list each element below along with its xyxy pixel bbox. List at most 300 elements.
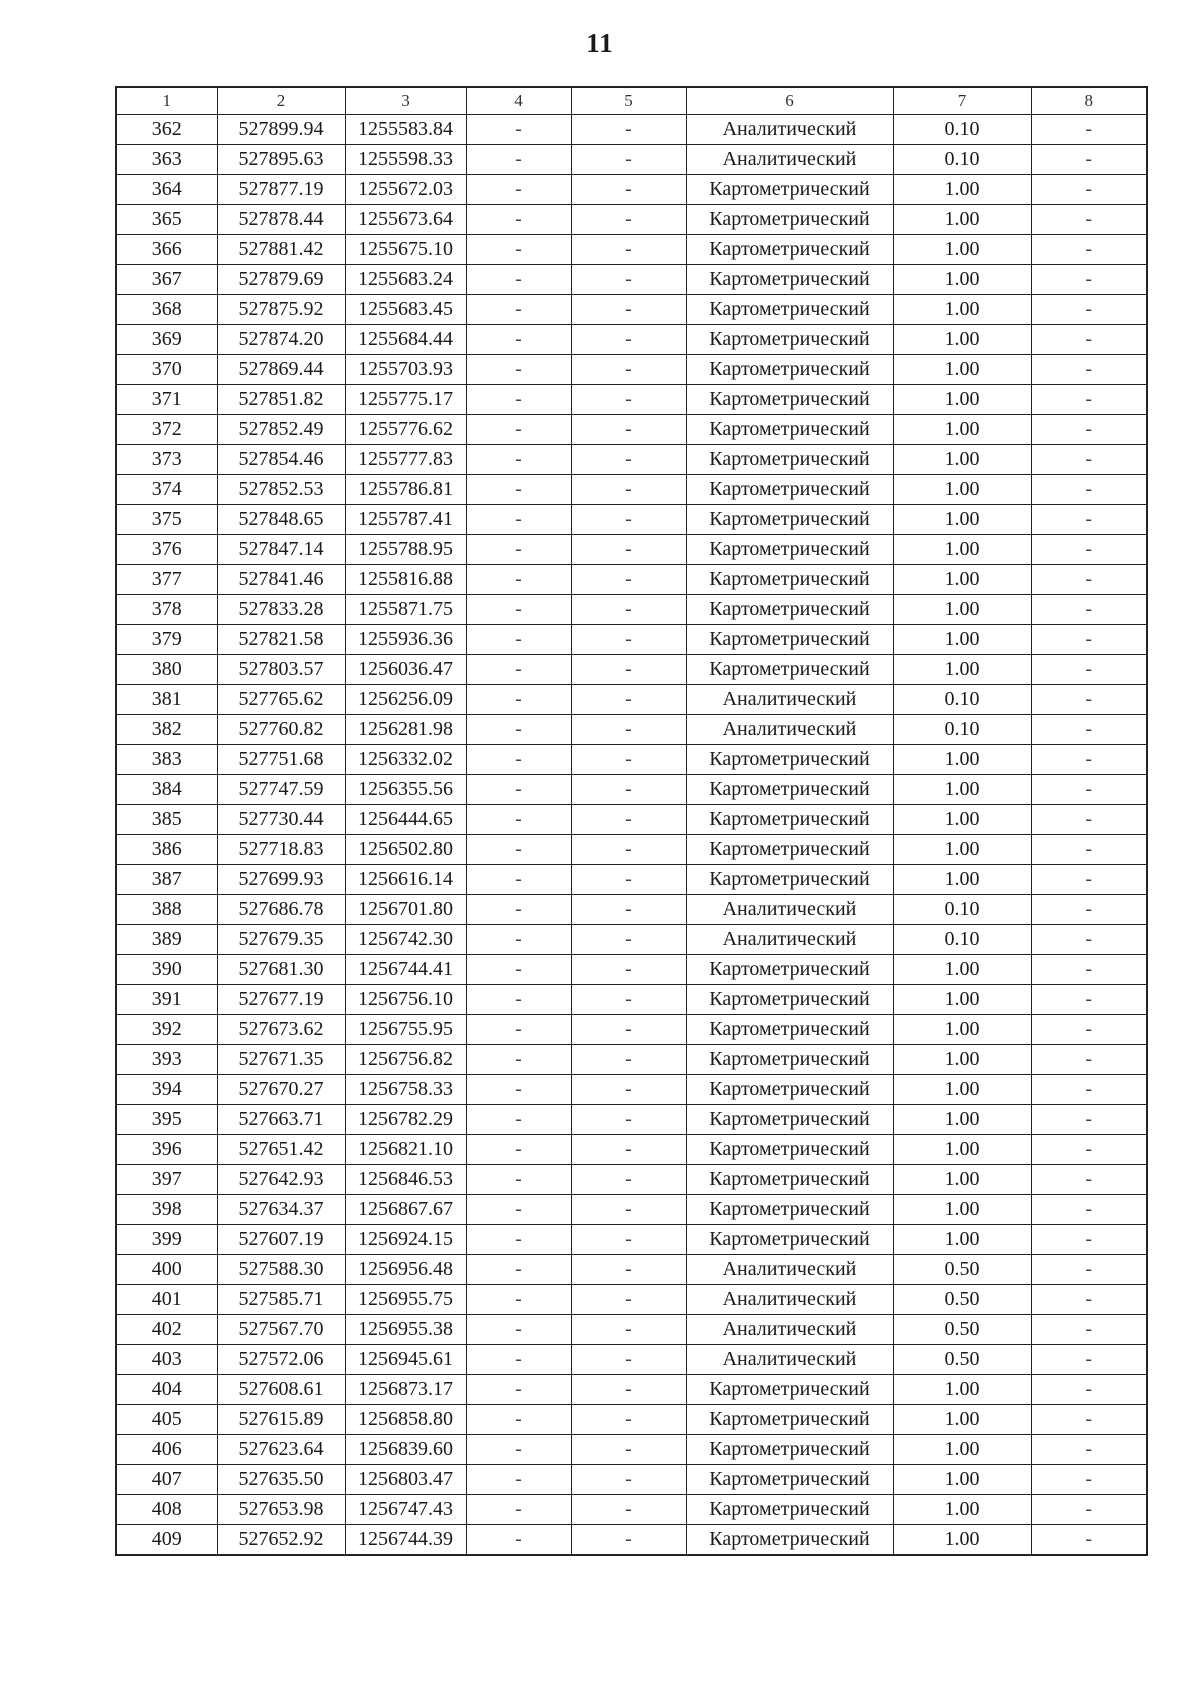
col8-cell: - [1031, 1225, 1147, 1255]
col8-cell: - [1031, 655, 1147, 685]
col5-cell: - [571, 475, 686, 505]
point-number-cell: 390 [116, 955, 217, 985]
y-coordinate-cell: 1255583.84 [345, 115, 466, 145]
method-cell: Картометрический [686, 1165, 893, 1195]
accuracy-cell: 1.00 [893, 265, 1031, 295]
accuracy-cell: 1.00 [893, 1165, 1031, 1195]
accuracy-cell: 1.00 [893, 1015, 1031, 1045]
table-row [116, 235, 1147, 265]
table-row [116, 835, 1147, 865]
table-row [116, 115, 1147, 145]
col4-cell: - [466, 145, 571, 175]
col5-cell: - [571, 835, 686, 865]
col8-cell: - [1031, 445, 1147, 475]
table-row [116, 475, 1147, 505]
col8-cell: - [1031, 1075, 1147, 1105]
table-row [116, 1135, 1147, 1165]
point-number-cell: 409 [116, 1525, 217, 1556]
col5-cell: - [571, 865, 686, 895]
x-coordinate-cell: 527567.70 [217, 1315, 345, 1345]
col5-cell: - [571, 1015, 686, 1045]
col4-cell: - [466, 505, 571, 535]
col5-cell: - [571, 715, 686, 745]
method-cell: Картометрический [686, 1135, 893, 1165]
accuracy-cell: 1.00 [893, 475, 1031, 505]
point-number-cell: 373 [116, 445, 217, 475]
point-number-cell: 381 [116, 685, 217, 715]
x-coordinate-cell: 527730.44 [217, 805, 345, 835]
col4-cell: - [466, 565, 571, 595]
y-coordinate-cell: 1255787.41 [345, 505, 466, 535]
point-number-cell: 400 [116, 1255, 217, 1285]
table-row [116, 655, 1147, 685]
x-coordinate-cell: 527673.62 [217, 1015, 345, 1045]
x-coordinate-cell: 527854.46 [217, 445, 345, 475]
table-row [116, 1465, 1147, 1495]
col4-cell: - [466, 1345, 571, 1375]
x-coordinate-cell: 527875.92 [217, 295, 345, 325]
accuracy-cell: 0.50 [893, 1285, 1031, 1315]
col4-cell: - [466, 535, 571, 565]
method-cell: Картометрический [686, 625, 893, 655]
y-coordinate-cell: 1256846.53 [345, 1165, 466, 1195]
column-header: 4 [466, 87, 571, 115]
method-cell: Картометрический [686, 205, 893, 235]
col4-cell: - [466, 985, 571, 1015]
x-coordinate-cell: 527572.06 [217, 1345, 345, 1375]
x-coordinate-cell: 527751.68 [217, 745, 345, 775]
point-number-cell: 376 [116, 535, 217, 565]
col4-cell: - [466, 235, 571, 265]
col5-cell: - [571, 685, 686, 715]
table-row [116, 1285, 1147, 1315]
col8-cell: - [1031, 985, 1147, 1015]
accuracy-cell: 1.00 [893, 1045, 1031, 1075]
col5-cell: - [571, 595, 686, 625]
col5-cell: - [571, 1195, 686, 1225]
accuracy-cell: 0.10 [893, 145, 1031, 175]
table-row [116, 1315, 1147, 1345]
point-number-cell: 387 [116, 865, 217, 895]
x-coordinate-cell: 527653.98 [217, 1495, 345, 1525]
accuracy-cell: 1.00 [893, 955, 1031, 985]
column-header: 6 [686, 87, 893, 115]
col5-cell: - [571, 295, 686, 325]
table-row [116, 1105, 1147, 1135]
accuracy-cell: 0.10 [893, 685, 1031, 715]
col8-cell: - [1031, 415, 1147, 445]
col8-cell: - [1031, 955, 1147, 985]
method-cell: Картометрический [686, 835, 893, 865]
point-number-cell: 402 [116, 1315, 217, 1345]
table-row [116, 1345, 1147, 1375]
method-cell: Аналитический [686, 145, 893, 175]
table-row [116, 1405, 1147, 1435]
accuracy-cell: 0.50 [893, 1315, 1031, 1345]
table-row [116, 1375, 1147, 1405]
col8-cell: - [1031, 895, 1147, 925]
table-row [116, 1165, 1147, 1195]
method-cell: Картометрический [686, 1045, 893, 1075]
col4-cell: - [466, 595, 571, 625]
col8-cell: - [1031, 265, 1147, 295]
point-number-cell: 377 [116, 565, 217, 595]
col4-cell: - [466, 655, 571, 685]
method-cell: Картометрический [686, 1495, 893, 1525]
method-cell: Картометрический [686, 535, 893, 565]
accuracy-cell: 1.00 [893, 835, 1031, 865]
col8-cell: - [1031, 1525, 1147, 1556]
accuracy-cell: 1.00 [893, 1195, 1031, 1225]
table-row [116, 1495, 1147, 1525]
x-coordinate-cell: 527803.57 [217, 655, 345, 685]
x-coordinate-cell: 527877.19 [217, 175, 345, 205]
x-coordinate-cell: 527671.35 [217, 1045, 345, 1075]
point-number-cell: 404 [116, 1375, 217, 1405]
y-coordinate-cell: 1256744.41 [345, 955, 466, 985]
point-number-cell: 367 [116, 265, 217, 295]
y-coordinate-cell: 1255703.93 [345, 355, 466, 385]
method-cell: Картометрический [686, 1105, 893, 1135]
point-number-cell: 374 [116, 475, 217, 505]
table-header-row [116, 87, 1147, 115]
y-coordinate-cell: 1255673.64 [345, 205, 466, 235]
y-coordinate-cell: 1256036.47 [345, 655, 466, 685]
col8-cell: - [1031, 745, 1147, 775]
table-row [116, 1015, 1147, 1045]
col8-cell: - [1031, 1045, 1147, 1075]
col5-cell: - [571, 1495, 686, 1525]
x-coordinate-cell: 527677.19 [217, 985, 345, 1015]
table-row [116, 745, 1147, 775]
column-header: 2 [217, 87, 345, 115]
col5-cell: - [571, 385, 686, 415]
col4-cell: - [466, 1225, 571, 1255]
col8-cell: - [1031, 565, 1147, 595]
table-row [116, 985, 1147, 1015]
col8-cell: - [1031, 715, 1147, 745]
x-coordinate-cell: 527588.30 [217, 1255, 345, 1285]
col5-cell: - [571, 415, 686, 445]
col8-cell: - [1031, 1375, 1147, 1405]
accuracy-cell: 1.00 [893, 985, 1031, 1015]
method-cell: Картометрический [686, 805, 893, 835]
method-cell: Картометрический [686, 745, 893, 775]
y-coordinate-cell: 1256782.29 [345, 1105, 466, 1135]
x-coordinate-cell: 527851.82 [217, 385, 345, 415]
accuracy-cell: 0.50 [893, 1255, 1031, 1285]
y-coordinate-cell: 1255786.81 [345, 475, 466, 505]
x-coordinate-cell: 527899.94 [217, 115, 345, 145]
x-coordinate-cell: 527760.82 [217, 715, 345, 745]
col8-cell: - [1031, 475, 1147, 505]
col5-cell: - [571, 1105, 686, 1135]
col4-cell: - [466, 1405, 571, 1435]
point-number-cell: 388 [116, 895, 217, 925]
method-cell: Картометрический [686, 175, 893, 205]
x-coordinate-cell: 527623.64 [217, 1435, 345, 1465]
y-coordinate-cell: 1256955.38 [345, 1315, 466, 1345]
table-row [116, 895, 1147, 925]
y-coordinate-cell: 1256858.80 [345, 1405, 466, 1435]
col8-cell: - [1031, 175, 1147, 205]
method-cell: Картометрический [686, 565, 893, 595]
point-number-cell: 386 [116, 835, 217, 865]
col4-cell: - [466, 355, 571, 385]
table-row [116, 1225, 1147, 1255]
x-coordinate-cell: 527869.44 [217, 355, 345, 385]
col8-cell: - [1031, 1435, 1147, 1465]
col4-cell: - [466, 925, 571, 955]
x-coordinate-cell: 527585.71 [217, 1285, 345, 1315]
y-coordinate-cell: 1256701.80 [345, 895, 466, 925]
table-row [116, 1045, 1147, 1075]
point-number-cell: 379 [116, 625, 217, 655]
x-coordinate-cell: 527841.46 [217, 565, 345, 595]
accuracy-cell: 1.00 [893, 805, 1031, 835]
col8-cell: - [1031, 1495, 1147, 1525]
point-number-cell: 369 [116, 325, 217, 355]
col8-cell: - [1031, 685, 1147, 715]
method-cell: Картометрический [686, 595, 893, 625]
accuracy-cell: 1.00 [893, 1525, 1031, 1556]
col8-cell: - [1031, 325, 1147, 355]
method-cell: Картометрический [686, 655, 893, 685]
col5-cell: - [571, 1345, 686, 1375]
col4-cell: - [466, 1135, 571, 1165]
col4-cell: - [466, 1315, 571, 1345]
x-coordinate-cell: 527652.92 [217, 1525, 345, 1556]
col4-cell: - [466, 1165, 571, 1195]
col5-cell: - [571, 445, 686, 475]
method-cell: Картометрический [686, 1465, 893, 1495]
accuracy-cell: 1.00 [893, 745, 1031, 775]
col8-cell: - [1031, 835, 1147, 865]
x-coordinate-cell: 527608.61 [217, 1375, 345, 1405]
accuracy-cell: 1.00 [893, 445, 1031, 475]
col5-cell: - [571, 205, 686, 235]
col8-cell: - [1031, 1015, 1147, 1045]
method-cell: Аналитический [686, 715, 893, 745]
col5-cell: - [571, 1315, 686, 1345]
y-coordinate-cell: 1256256.09 [345, 685, 466, 715]
col4-cell: - [466, 835, 571, 865]
column-header: 7 [893, 87, 1031, 115]
x-coordinate-cell: 527747.59 [217, 775, 345, 805]
col4-cell: - [466, 385, 571, 415]
point-number-cell: 396 [116, 1135, 217, 1165]
table-row [116, 415, 1147, 445]
y-coordinate-cell: 1256755.95 [345, 1015, 466, 1045]
point-number-cell: 408 [116, 1495, 217, 1525]
col5-cell: - [571, 1405, 686, 1435]
point-number-cell: 392 [116, 1015, 217, 1045]
method-cell: Картометрический [686, 295, 893, 325]
table-row [116, 505, 1147, 535]
coordinates-table [115, 86, 1148, 1556]
x-coordinate-cell: 527848.65 [217, 505, 345, 535]
point-number-cell: 389 [116, 925, 217, 955]
y-coordinate-cell: 1256839.60 [345, 1435, 466, 1465]
point-number-cell: 370 [116, 355, 217, 385]
y-coordinate-cell: 1256355.56 [345, 775, 466, 805]
point-number-cell: 365 [116, 205, 217, 235]
y-coordinate-cell: 1255672.03 [345, 175, 466, 205]
col4-cell: - [466, 745, 571, 775]
col5-cell: - [571, 265, 686, 295]
col4-cell: - [466, 895, 571, 925]
col4-cell: - [466, 625, 571, 655]
x-coordinate-cell: 527881.42 [217, 235, 345, 265]
col4-cell: - [466, 175, 571, 205]
col5-cell: - [571, 805, 686, 835]
y-coordinate-cell: 1256756.82 [345, 1045, 466, 1075]
y-coordinate-cell: 1256502.80 [345, 835, 466, 865]
method-cell: Аналитический [686, 1255, 893, 1285]
col4-cell: - [466, 295, 571, 325]
x-coordinate-cell: 527895.63 [217, 145, 345, 175]
table-row [116, 775, 1147, 805]
col4-cell: - [466, 715, 571, 745]
point-number-cell: 372 [116, 415, 217, 445]
accuracy-cell: 0.10 [893, 115, 1031, 145]
x-coordinate-cell: 527686.78 [217, 895, 345, 925]
col4-cell: - [466, 1255, 571, 1285]
col8-cell: - [1031, 115, 1147, 145]
accuracy-cell: 1.00 [893, 865, 1031, 895]
point-number-cell: 398 [116, 1195, 217, 1225]
col8-cell: - [1031, 1195, 1147, 1225]
x-coordinate-cell: 527699.93 [217, 865, 345, 895]
col4-cell: - [466, 1375, 571, 1405]
col4-cell: - [466, 265, 571, 295]
col5-cell: - [571, 985, 686, 1015]
col8-cell: - [1031, 1345, 1147, 1375]
table-row [116, 265, 1147, 295]
col8-cell: - [1031, 1105, 1147, 1135]
table-row [116, 685, 1147, 715]
table-row [116, 355, 1147, 385]
accuracy-cell: 1.00 [893, 415, 1031, 445]
column-header: 1 [116, 87, 217, 115]
method-cell: Картометрический [686, 1435, 893, 1465]
point-number-cell: 384 [116, 775, 217, 805]
x-coordinate-cell: 527663.71 [217, 1105, 345, 1135]
table-row [116, 535, 1147, 565]
column-header: 5 [571, 87, 686, 115]
x-coordinate-cell: 527852.53 [217, 475, 345, 505]
x-coordinate-cell: 527878.44 [217, 205, 345, 235]
accuracy-cell: 1.00 [893, 325, 1031, 355]
y-coordinate-cell: 1255598.33 [345, 145, 466, 175]
method-cell: Картометрический [686, 445, 893, 475]
col8-cell: - [1031, 205, 1147, 235]
accuracy-cell: 1.00 [893, 1375, 1031, 1405]
accuracy-cell: 1.00 [893, 1495, 1031, 1525]
accuracy-cell: 1.00 [893, 1225, 1031, 1255]
accuracy-cell: 1.00 [893, 1105, 1031, 1135]
accuracy-cell: 1.00 [893, 775, 1031, 805]
y-coordinate-cell: 1256945.61 [345, 1345, 466, 1375]
y-coordinate-cell: 1256956.48 [345, 1255, 466, 1285]
col4-cell: - [466, 205, 571, 235]
col8-cell: - [1031, 1405, 1147, 1435]
point-number-cell: 371 [116, 385, 217, 415]
col8-cell: - [1031, 1165, 1147, 1195]
y-coordinate-cell: 1256867.67 [345, 1195, 466, 1225]
y-coordinate-cell: 1256742.30 [345, 925, 466, 955]
col5-cell: - [571, 1435, 686, 1465]
table-row [116, 1525, 1147, 1556]
point-number-cell: 407 [116, 1465, 217, 1495]
col5-cell: - [571, 1135, 686, 1165]
point-number-cell: 363 [116, 145, 217, 175]
point-number-cell: 382 [116, 715, 217, 745]
y-coordinate-cell: 1255683.24 [345, 265, 466, 295]
col5-cell: - [571, 235, 686, 265]
col4-cell: - [466, 685, 571, 715]
y-coordinate-cell: 1255816.88 [345, 565, 466, 595]
table-row [116, 715, 1147, 745]
method-cell: Аналитический [686, 1315, 893, 1345]
point-number-cell: 380 [116, 655, 217, 685]
method-cell: Картометрический [686, 775, 893, 805]
y-coordinate-cell: 1256744.39 [345, 1525, 466, 1556]
col5-cell: - [571, 1285, 686, 1315]
point-number-cell: 378 [116, 595, 217, 625]
col4-cell: - [466, 775, 571, 805]
method-cell: Картометрический [686, 355, 893, 385]
x-coordinate-cell: 527634.37 [217, 1195, 345, 1225]
col5-cell: - [571, 535, 686, 565]
x-coordinate-cell: 527651.42 [217, 1135, 345, 1165]
table-row [116, 865, 1147, 895]
x-coordinate-cell: 527852.49 [217, 415, 345, 445]
method-cell: Картометрический [686, 325, 893, 355]
y-coordinate-cell: 1256444.65 [345, 805, 466, 835]
col5-cell: - [571, 355, 686, 385]
y-coordinate-cell: 1255776.62 [345, 415, 466, 445]
accuracy-cell: 1.00 [893, 625, 1031, 655]
y-coordinate-cell: 1256332.02 [345, 745, 466, 775]
method-cell: Картометрический [686, 1225, 893, 1255]
col8-cell: - [1031, 145, 1147, 175]
col8-cell: - [1031, 1135, 1147, 1165]
col4-cell: - [466, 805, 571, 835]
point-number-cell: 397 [116, 1165, 217, 1195]
col8-cell: - [1031, 925, 1147, 955]
x-coordinate-cell: 527718.83 [217, 835, 345, 865]
method-cell: Картометрический [686, 1375, 893, 1405]
y-coordinate-cell: 1255775.17 [345, 385, 466, 415]
y-coordinate-cell: 1255777.83 [345, 445, 466, 475]
x-coordinate-cell: 527765.62 [217, 685, 345, 715]
method-cell: Картометрический [686, 385, 893, 415]
point-number-cell: 399 [116, 1225, 217, 1255]
method-cell: Аналитический [686, 1285, 893, 1315]
table-row [116, 805, 1147, 835]
col5-cell: - [571, 955, 686, 985]
accuracy-cell: 1.00 [893, 1435, 1031, 1465]
point-number-cell: 375 [116, 505, 217, 535]
col5-cell: - [571, 325, 686, 355]
y-coordinate-cell: 1256803.47 [345, 1465, 466, 1495]
col5-cell: - [571, 565, 686, 595]
column-header: 3 [345, 87, 466, 115]
table-row [116, 565, 1147, 595]
x-coordinate-cell: 527681.30 [217, 955, 345, 985]
method-cell: Картометрический [686, 475, 893, 505]
